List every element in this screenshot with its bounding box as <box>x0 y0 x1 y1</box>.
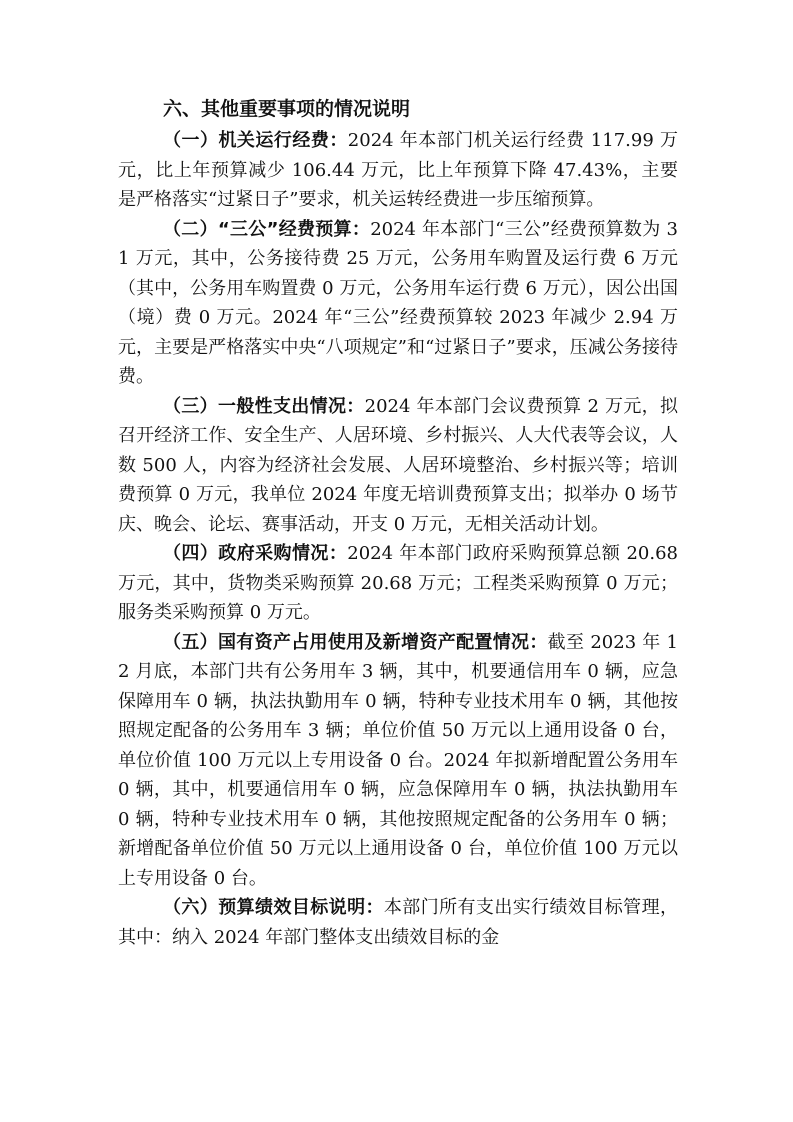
paragraph-text: 截至 2023 年 12 月底，本部门共有公务用车 3 辆，其中，机要通信用车 0 辆，应急保障用车 0 辆，执法执勤用车 0 辆，特种专业技术用车 0 辆，其他按照规定配备的公务用车 3 辆；单位价值 50 万元以上通用设备 0 台，单位价值 100 万元以上专用设备 0 台。2024 年拟新增配置公务用车 0 辆，其中，机要通信用车 0 辆，应急保障用车 0 辆，执法执勤用车 0 辆，特种专业技术用车 0 辆，其他按照规定配备的公务用车 0 辆；新增配备单位价值 50 万元以上通用设备 0 台，单位价值 100 万元以上专用设备 0 台。 <box>118 631 679 889</box>
paragraph-state-assets <box>118 628 678 894</box>
paragraph-text: 本部门所有支出实行绩效目标管理，其中：纳入 2024 年部门整体支出绩效目标的金 <box>118 897 679 948</box>
paragraph-general-expenditure <box>118 392 678 540</box>
document-body <box>118 92 678 952</box>
section-title: 六、其他重要事项的情况说明 <box>163 98 411 120</box>
paragraph-lead: （二）“三公”经费预算： <box>163 218 371 240</box>
paragraph-lead: （六）预算绩效目标说明： <box>163 897 384 918</box>
paragraph-government-procurement <box>118 539 678 628</box>
paragraph-admin-operating-expenses <box>118 126 678 215</box>
paragraph-three-public-expenses <box>118 215 678 392</box>
paragraph-lead: （四）政府采购情况： <box>163 543 348 564</box>
paragraph-text: 2024 年本部门机关运行经费 117.99 万元，比上年预算减少 106.44 万元，比上年预算下降 47.43%，主要是严格落实“过紧日子”要求，机关运转经费进一步压缩预算。 <box>118 130 678 210</box>
paragraph-performance-goals <box>118 893 678 952</box>
paragraph-lead: （三）一般性支出情况： <box>163 395 365 417</box>
paragraph-text: 2024 年本部门“三公”经费预算数为 31 万元，其中，公务接待费 25 万元，公务用车购置及运行费 6 万元（其中，公务用车购置费 0 万元，公务用车运行费 6 万元），因公出国（境）费 0 万元。2024 年“三公”经费预算较 2023 年减少 2.94 万元，主要是严格落实中央“八项规定”和“过紧日子”要求，压减公务接待费。 <box>118 218 678 387</box>
paragraph-lead: （一）机关运行经费： <box>163 130 348 151</box>
paragraph-lead: （五）国有资产占用使用及新增资产配置情况： <box>163 631 548 653</box>
paragraph-text: 2024 年本部门会议费预算 2 万元，拟召开经济工作、安全生产、人居环境、乡村振兴、人大代表等会议，人数 500 人，内容为经济社会发展、人居环境整治、乡村振兴等；培训费预算 0 万元，我单位 2024 年度无培训费预算支出；拟举办 0 场节庆、晚会、论坛、赛事活动，开支 0 万元，无相关活动计划。 <box>118 395 678 535</box>
paragraph-text: 2024 年本部门政府采购预算总额 20.68 万元，其中，货物类采购预算 20.68 万元；工程类采购预算 0 万元；服务类采购预算 0 万元。 <box>118 543 679 623</box>
